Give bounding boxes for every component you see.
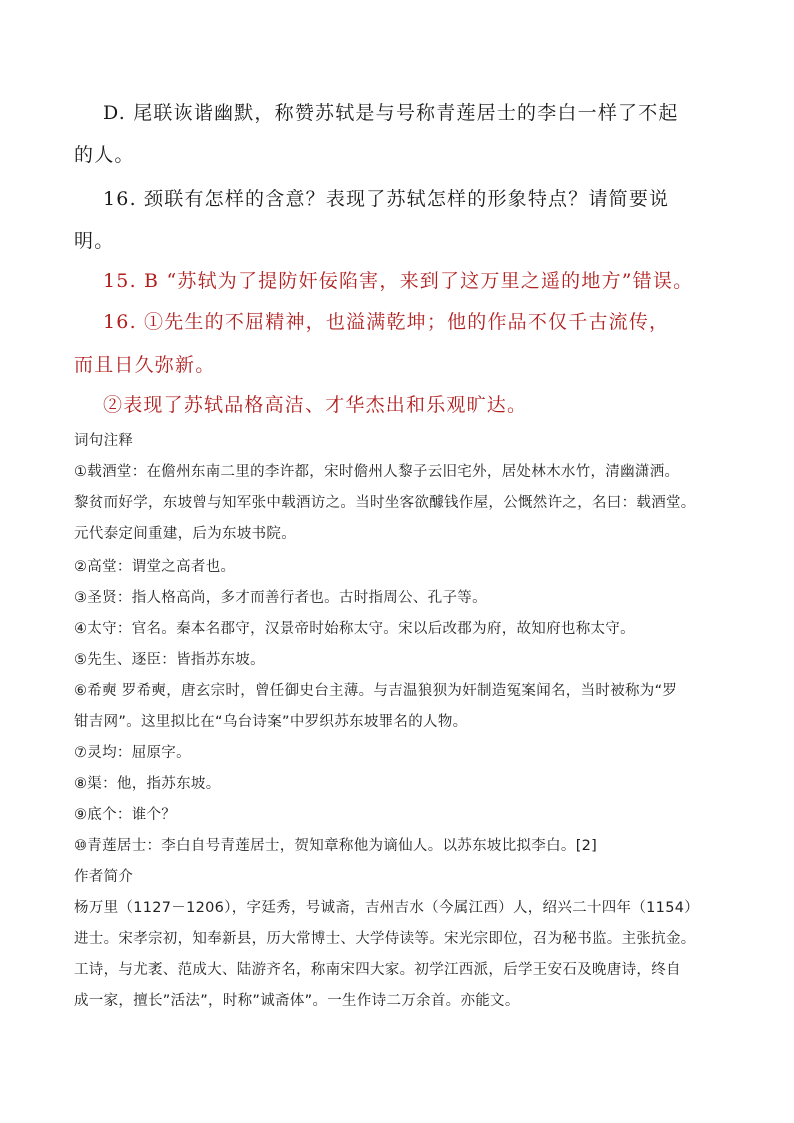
question-d-line-2: 的人。	[74, 144, 135, 166]
note-3: ③圣贤：指人格高尚，多才而善行者也。古时指周公、孔子等。	[74, 590, 487, 606]
question-d-line-1: D. 尾联诙谐幽默，称赞苏轼是与号称青莲居士的李白一样了不起	[103, 102, 679, 124]
author-line-1: 杨万里（1127－1206），字廷秀，号诚斋，吉州吉水（今属江西）人，绍兴二十四年（1154）	[74, 900, 700, 916]
author-line-3: 工诗，与尤袤、范成大、陆游齐名，称南宋四大家。初学江西派，后学王安石及晚唐诗，终自	[74, 962, 681, 978]
note-2: ②高堂：谓堂之高者也。	[74, 559, 236, 575]
author-line-2: 进士。宋孝宗初，知奉新县，历大常博士、大学侍读等。宋光宗即位，召为秘书监。主张抗金。	[74, 931, 696, 947]
answer-16-line-2: 而且日久弥新。	[74, 354, 216, 376]
note-1-line-3: 元代泰定间重建，后为东坡书院。	[74, 526, 296, 542]
answer-16-line-3: ②表现了苏轼品格高洁、才华杰出和乐观旷达。	[103, 394, 528, 416]
notes-heading: 词句注释	[74, 433, 134, 449]
note-4: ④太守：官名。秦本名郡守，汉景帝时始称太守。宋以后改郡为府，故知府也称太守。	[74, 621, 635, 637]
note-6-line-1: ⑥希奭 罗希奭，唐玄宗时，曾任御史台主薄。与吉温狼狈为奸制造冤案闻名，当时被称为“罗	[74, 683, 678, 699]
note-10: ⑩青莲居士：李白自号青莲居士，贺知章称他为谪仙人。以苏东坡比拟李白。[2]	[74, 838, 598, 854]
note-1-line-2: 黎贫而好学，东坡曾与知军张中载酒访之。当时坐客欲醵钱作屋，公慨然许之，名曰：载酒堂。	[74, 495, 696, 511]
answer-15: 15. B “苏轼为了提防奸佞陷害，来到了这万里之遥的地方”错误。	[103, 270, 694, 292]
note-5: ⑤先生、逐臣：皆指苏东坡。	[74, 652, 265, 668]
question-16-line-1: 16. 颈联有怎样的含意？表现了苏轼怎样的形象特点？请简要说	[103, 188, 670, 210]
note-9: ⑨底个：谁个？	[74, 807, 177, 823]
note-1-line-1: ①载酒堂：在儋州东南二里的李许都，宋时儋州人黎子云旧宅外，居处林木水竹，清幽潇洒。	[74, 464, 680, 480]
note-8: ⑧渠：他，指苏东坡。	[74, 776, 221, 792]
answer-16-line-1: 16. ①先生的不屈精神，也溢满乾坤；他的作品不仅千古流传，	[103, 311, 670, 333]
author-heading: 作者简介	[74, 869, 134, 885]
author-line-4: 成一家，擅长”活法”，时称”诚斋体”。一生作诗二万余首。亦能文。	[74, 993, 520, 1009]
question-16-line-2: 明。	[74, 230, 115, 252]
note-6-line-2: 钳吉网”。这里拟比在“乌台诗案”中罗织苏东坡罪名的人物。	[74, 714, 468, 730]
note-7: ⑦灵均：屈原字。	[74, 745, 191, 761]
